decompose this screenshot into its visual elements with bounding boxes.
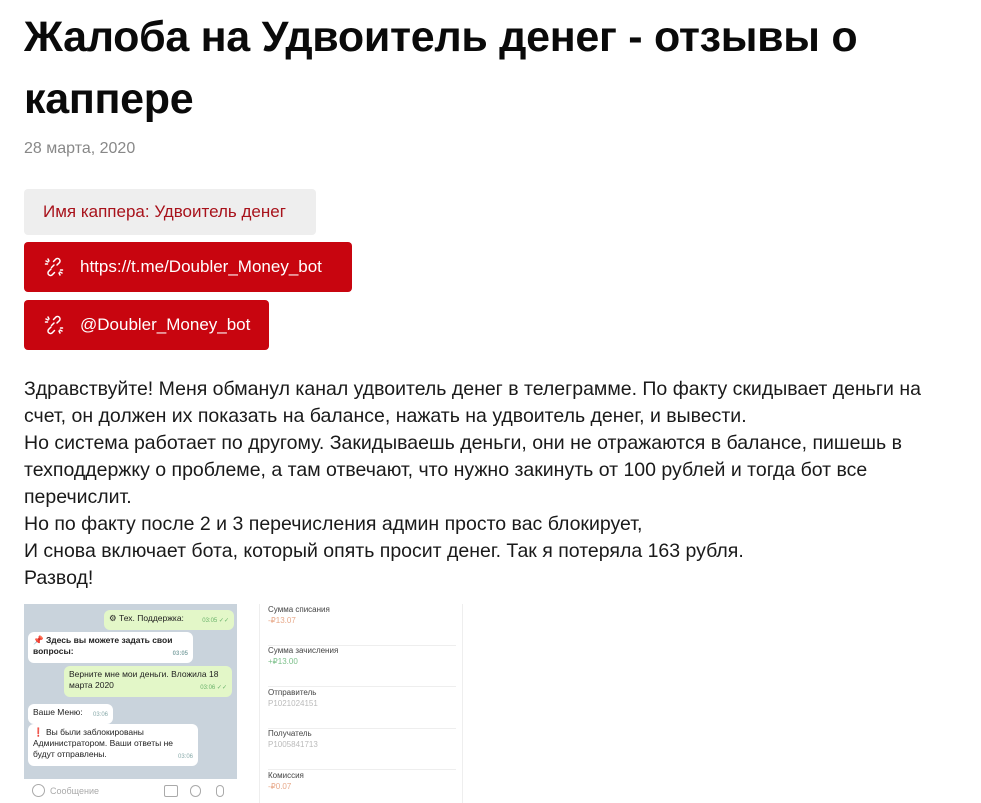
chat-message: Верните мне мои деньги. Вложила 18 марта 2020 03:06 ✓✓ <box>64 666 232 697</box>
tx-row: Сумма списания -₽13.07 <box>268 604 456 646</box>
tx-row: Сумма зачисления +₽13.00 <box>268 645 456 687</box>
chat-message: ⚙ Тех. Поддержка: 03:05 ✓✓ <box>104 610 234 630</box>
paragraph: И снова включает бота, который опять просит денег. Так я потеряла 163 рубля. <box>24 540 744 562</box>
transaction-screenshot[interactable] <box>259 604 463 803</box>
paragraph: Развод! <box>24 567 94 589</box>
complaint-body <box>24 376 964 592</box>
tx-row: Отправитель P1021024151 <box>268 687 456 729</box>
chat-message: 📌 Здесь вы можете задать свои вопросы: 03:05 <box>28 632 193 663</box>
bot-keyboard-icon[interactable] <box>164 785 178 797</box>
tx-row: Получатель P1005841713 <box>268 728 456 770</box>
chat-message: ❗ Вы были заблокированы Администратором. Ваши ответы не будут отправлены. 03:06 <box>28 724 198 766</box>
broken-link-icon <box>42 255 66 279</box>
attach-icon[interactable] <box>190 785 201 797</box>
broken-link-icon <box>42 313 66 337</box>
page-title: Жалоба на Удвоитель денег - отзывы о каппере <box>24 13 858 123</box>
paragraph: Здравствуйте! Меня обманул канал удвоитель денег в телеграмме. По факту скидывает деньги на счет, он должен их показать на балансе, нажать на удвоитель денег, и вывести. <box>24 378 921 427</box>
post-date: 28 марта, 2020 <box>24 140 136 157</box>
microphone-icon[interactable] <box>216 785 224 797</box>
paragraph: Но система работает по другому. Закидываешь деньги, они не отражаются в балансе, пишешь в техподдержку о проблеме, а там отвечают, что нужно закинуть от 100 рублей и тогда бот все перечислит. <box>24 432 902 508</box>
telegram-url-button[interactable] <box>24 242 352 292</box>
chat-message: Ваше Меню: 03:06 <box>28 704 113 724</box>
telegram-url-label: https://t.me/Doubler_Money_bot <box>80 257 322 276</box>
message-composer[interactable] <box>24 779 237 803</box>
paragraph: Но по факту после 2 и 3 перечисления админ просто вас блокирует, <box>24 513 643 535</box>
chat-screenshot[interactable] <box>24 604 237 803</box>
capper-name-badge: Имя каппера: Удвоитель денег <box>24 189 316 235</box>
tx-row: Комиссия -₽0.07 <box>268 771 304 791</box>
message-placeholder: Сообщение <box>50 786 99 796</box>
emoji-icon[interactable] <box>32 784 45 797</box>
telegram-handle-button[interactable] <box>24 300 269 350</box>
telegram-handle-label: @Doubler_Money_bot <box>80 315 251 334</box>
